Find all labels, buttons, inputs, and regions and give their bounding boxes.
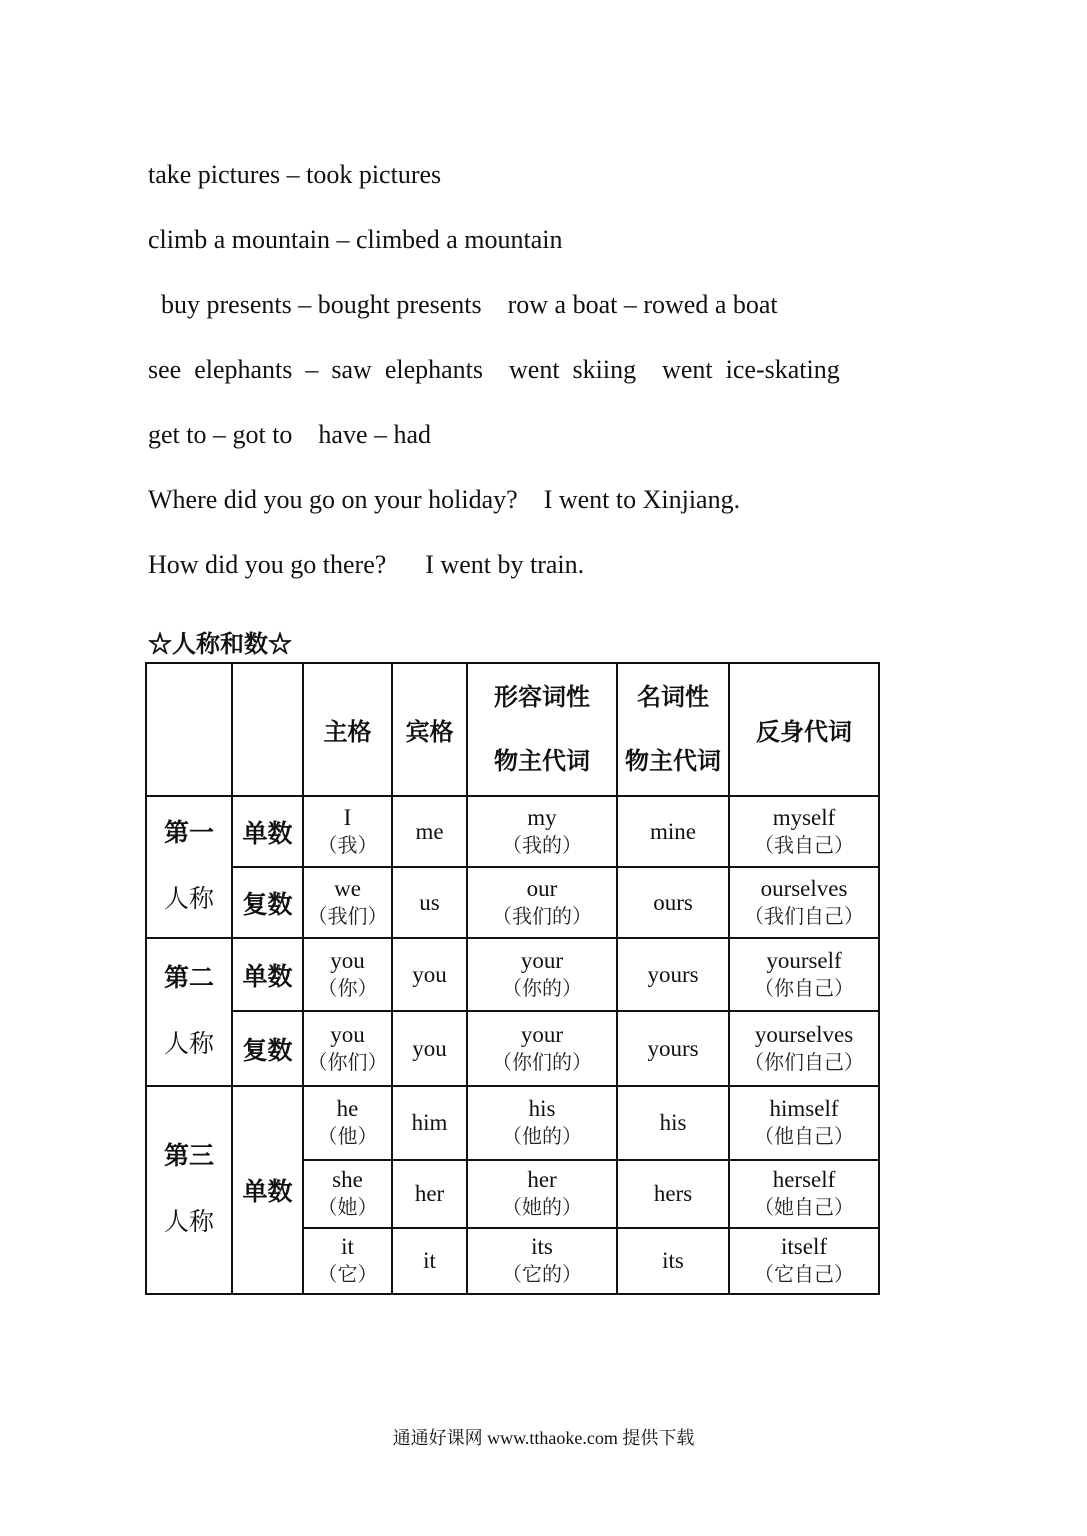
vocab-line-4: see elephants – saw elephants went skiing went ice-skating [148, 355, 840, 384]
header-object: 宾格 [392, 663, 467, 796]
table-row [146, 796, 879, 867]
number-cell: 单数 [232, 1086, 303, 1294]
table-row [146, 867, 879, 938]
reflexive-cell: yourselves （你们自己） [729, 1011, 879, 1086]
vocab-line-2: climb a mountain – climbed a mountain [148, 225, 563, 254]
object-cell: him [392, 1086, 467, 1160]
header-row [146, 663, 879, 796]
adj-possessive-cell: her （她的） [467, 1160, 617, 1228]
object-cell: us [392, 867, 467, 938]
table-row [146, 1086, 879, 1160]
subject-cell: you （你） [303, 938, 392, 1011]
subject-cell: she （她） [303, 1160, 392, 1228]
number-cell: 复数 [232, 867, 303, 938]
person-first: 第一 人称 [146, 796, 232, 938]
adj-possessive-cell: its （它的） [467, 1228, 617, 1294]
object-cell: her [392, 1160, 467, 1228]
number-cell: 单数 [232, 796, 303, 867]
reflexive-cell: ourselves （我们自己） [729, 867, 879, 938]
subject-cell: we （我们） [303, 867, 392, 938]
noun-possessive-cell: yours [617, 1011, 729, 1086]
reflexive-cell: itself （它自己） [729, 1228, 879, 1294]
header-subject: 主格 [303, 663, 392, 796]
header-empty-1 [146, 663, 232, 796]
reflexive-cell: yourself （你自己） [729, 938, 879, 1011]
section-title: ☆人称和数☆ [148, 632, 292, 658]
subject-cell: you （你们） [303, 1011, 392, 1086]
reflexive-cell: myself （我自己） [729, 796, 879, 867]
noun-possessive-cell: ours [617, 867, 729, 938]
object-cell: you [392, 938, 467, 1011]
reflexive-cell: herself （她自己） [729, 1160, 879, 1228]
reflexive-cell: himself （他自己） [729, 1086, 879, 1160]
person-second: 第二 人称 [146, 938, 232, 1086]
adj-possessive-cell: your （你的） [467, 938, 617, 1011]
object-cell: you [392, 1011, 467, 1086]
noun-possessive-cell: hers [617, 1160, 729, 1228]
header-empty-2 [232, 663, 303, 796]
noun-possessive-cell: his [617, 1086, 729, 1160]
table-row [146, 938, 879, 1011]
header-adj-possessive: 形容词性 物主代词 [467, 663, 617, 796]
vocab-line-1: take pictures – took pictures [148, 160, 442, 189]
object-cell: it [392, 1228, 467, 1294]
table-row [146, 1011, 879, 1086]
header-reflexive: 反身代词 [729, 663, 879, 796]
page-footer: 通通好课网 www.tthaoke.com 提供下载 [392, 1428, 695, 1448]
subject-cell: it （它） [303, 1228, 392, 1294]
object-cell: me [392, 796, 467, 867]
header-noun-possessive: 名词性 物主代词 [617, 663, 729, 796]
number-cell: 单数 [232, 938, 303, 1011]
noun-possessive-cell: its [617, 1228, 729, 1294]
subject-cell: he （他） [303, 1086, 392, 1160]
vocab-line-3: buy presents – bought presents row a boat – rowed a boat [148, 290, 778, 319]
adj-possessive-cell: your （你们的） [467, 1011, 617, 1086]
dialog-line-2: How did you go there? I went by train. [148, 550, 585, 579]
noun-possessive-cell: mine [617, 796, 729, 867]
noun-possessive-cell: yours [617, 938, 729, 1011]
number-cell: 复数 [232, 1011, 303, 1086]
subject-cell: I （我） [303, 796, 392, 867]
dialog-line-1: Where did you go on your holiday? I went to Xinjiang. [148, 485, 741, 514]
adj-possessive-cell: our （我们的） [467, 867, 617, 938]
pronoun-table [145, 662, 880, 1295]
adj-possessive-cell: my （我的） [467, 796, 617, 867]
adj-possessive-cell: his （他的） [467, 1086, 617, 1160]
person-third: 第三 人称 [146, 1086, 232, 1294]
vocab-line-5: get to – got to have – had [148, 420, 432, 449]
